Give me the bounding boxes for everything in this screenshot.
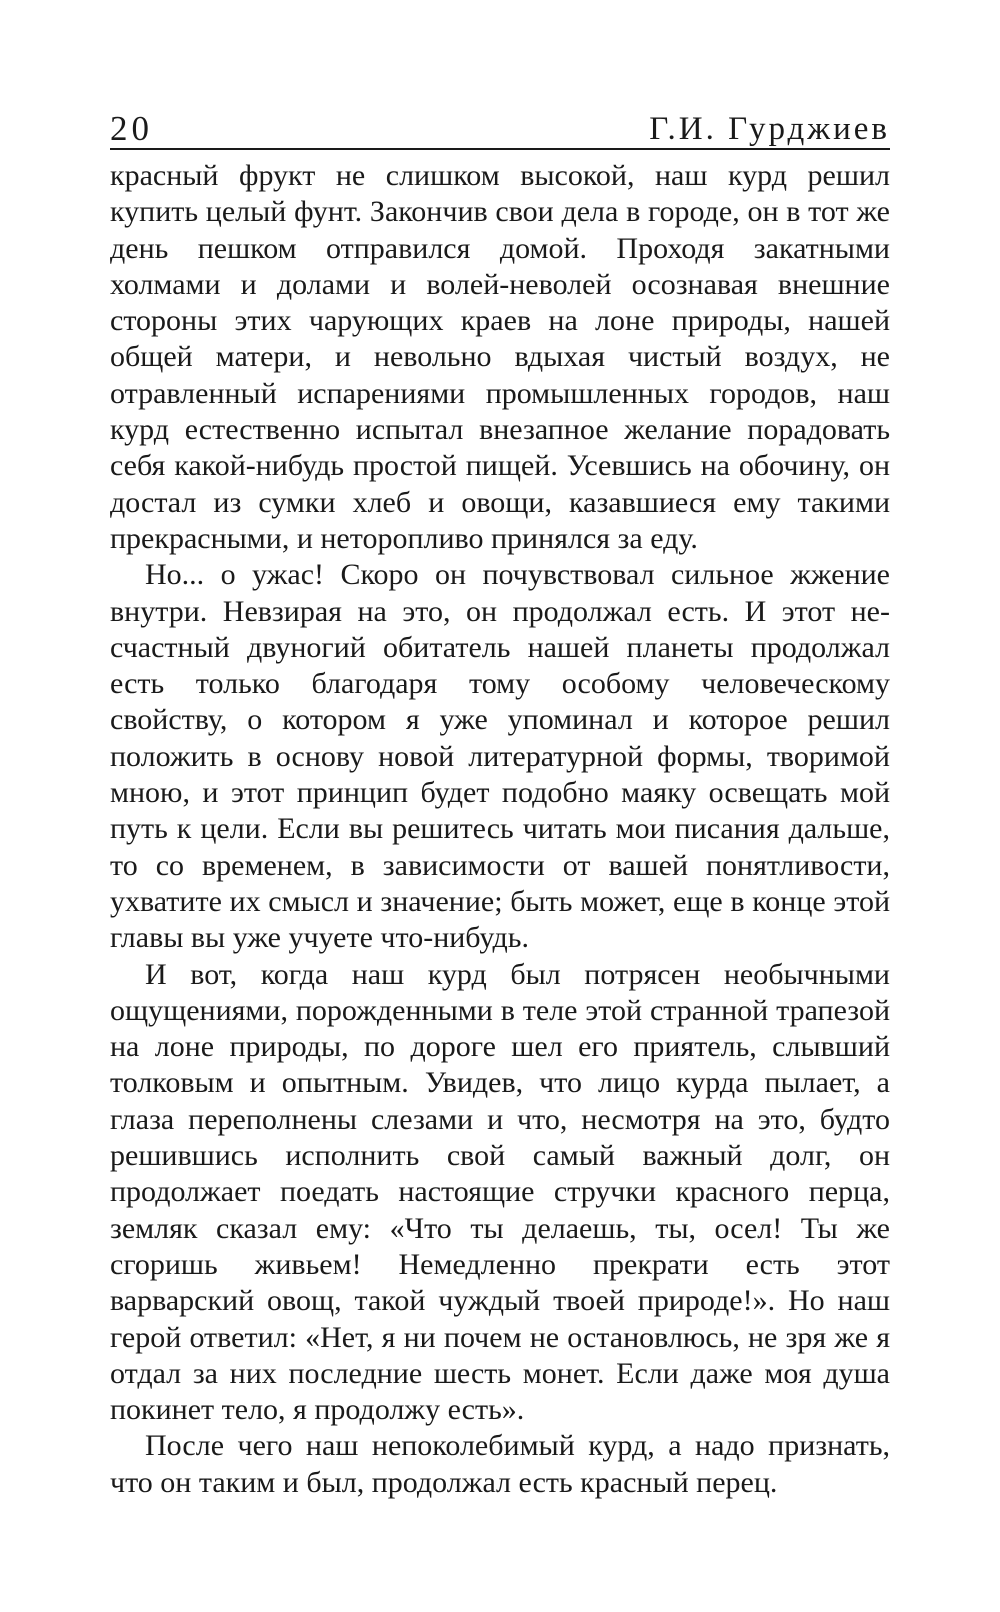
paragraph: Но... о ужас! Скоро он почувствовал сильное жжение внутри. Невзирая на это, он продолжал есть. И этот несчастный двуногий обитатель нашей планеты продолжал есть только благодаря тому особому человеческому свойству, о котором я уже упоминал и которое решил положить в основу новой литературной формы, творимой мною, и этот принцип будет подобно маяку освещать мой путь к цели. Если вы решитесь читать мои писания дальше, то со временем, в зависимости от вашей понятливости, ухватите их смысл и значение; быть может, еще в конце этой главы вы уже учуете что-нибудь. (110, 558, 890, 955)
paragraph: И вот, когда наш курд был потрясен необычными ощущениями, порожденными в теле этой странной трапезой на лоне природы, по дороге шел его приятель, слывший толковым и опытным. Увидев, что лицо курда пылает, а глаза переполнены слезами и что, несмотря на это, будто решившись исполнить свой самый важный долг, он продолжает поедать настоящие стручки красного перца, земляк сказал ему: «Что ты делаешь, ты, осел! Ты же сгоришь живьем! Немедленно прекрати есть этот варварский овощ, такой чуждый твоей природе!». Но наш герой ответил: «Нет, я ни почем не остановлюсь, не зря же я отдал за них последние шесть монет. Если даже моя душа покинет тело, я продолжу есть». (110, 957, 890, 1427)
running-title: Г.И. Гурджиев (649, 111, 890, 147)
book-page (110, 96, 890, 1501)
text-body (110, 158, 890, 1501)
running-header (110, 96, 890, 150)
paragraph: После чего наш непоколебимый курд, а надо признать, что он таким и был, продолжал есть красный перец. (110, 1429, 890, 1499)
paragraph-continued: красный фрукт не слишком высокой, наш курд решил купить целый фунт. Закончив свои дела в городе, он в тот же день пешком отправился домой. Проходя закатными холмами и долами и волей-неволей осознавая внешние стороны этих чарующих краев на лоне природы, нашей общей матери, и невольно вдыхая чистый воздух, не отравленный испарениями промышленных городов, наш курд естественно испытал внезапное желание порадовать себя какой-нибудь простой пищей. Усевшись на обочину, он достал из сумки хлеб и овощи, казавшиеся ему такими прекрасными, и неторопливо принялся за еду. (110, 159, 890, 555)
page-number: 20 (110, 109, 153, 148)
